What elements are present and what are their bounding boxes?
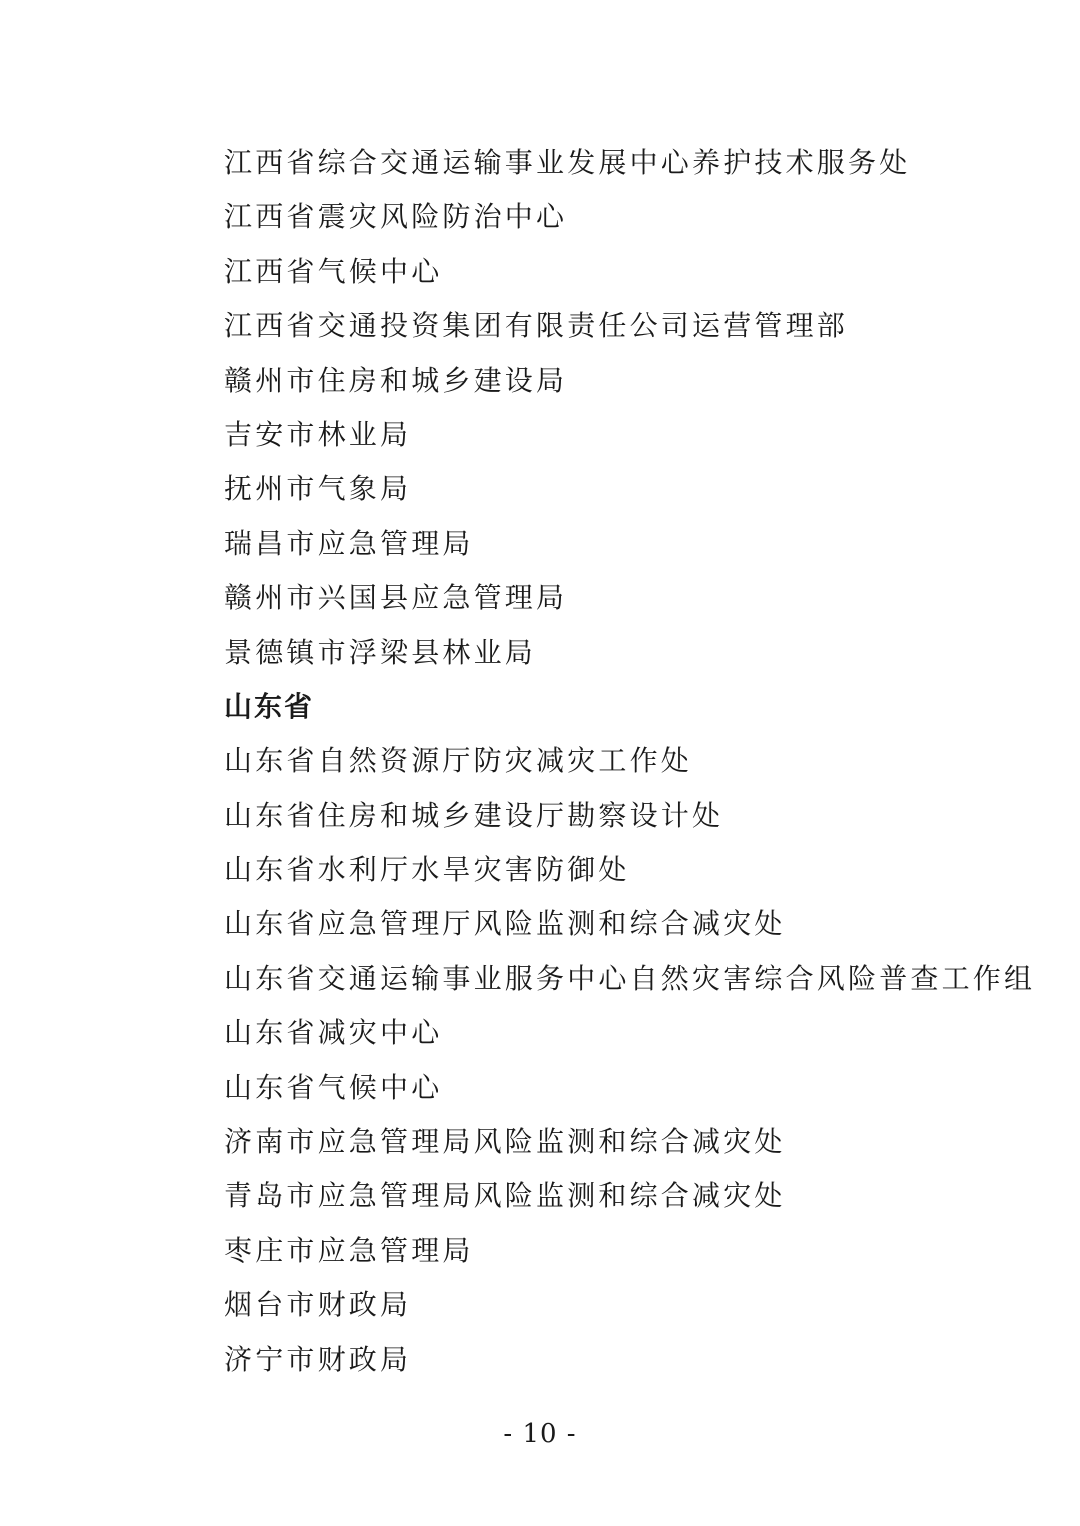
list-item: 济宁市财政局 — [224, 1342, 412, 1376]
page-number: - 10 - — [503, 1419, 577, 1449]
list-item: 江西省气候中心 — [224, 254, 443, 288]
list-item: 山东省气候中心 — [224, 1070, 443, 1104]
list-item: 景德镇市浮梁县林业局 — [224, 635, 537, 669]
list-item: 山东省住房和城乡建设厅勘察设计处 — [224, 798, 724, 832]
list-item: 江西省综合交通运输事业发展中心养护技术服务处 — [224, 146, 911, 179]
organization-list — [224, 136, 1036, 1387]
list-item: 烟台市财政局 — [224, 1288, 412, 1322]
list-item: 山东省水利厅水旱灾害防御处 — [224, 853, 630, 887]
list-item: 青岛市应急管理局风险监测和综合减灾处 — [224, 1179, 786, 1213]
list-item: 吉安市林业局 — [224, 417, 412, 451]
section-heading: 山东省 — [224, 689, 315, 723]
list-item: 抚州市气象局 — [224, 472, 412, 506]
list-item: 赣州市兴国县应急管理局 — [224, 581, 568, 615]
list-item: 山东省交通运输事业服务中心自然灾害综合风险普查工作组 — [224, 961, 1036, 995]
list-item: 赣州市住房和城乡建设局 — [224, 363, 568, 397]
list-item: 山东省减灾中心 — [224, 1016, 443, 1050]
list-item: 枣庄市应急管理局 — [224, 1233, 474, 1267]
list-item: 山东省应急管理厅风险监测和综合减灾处 — [224, 907, 786, 941]
list-item: 江西省震灾风险防治中心 — [224, 200, 568, 234]
list-item: 济南市应急管理局风险监测和综合减灾处 — [224, 1125, 786, 1159]
list-item: 山东省自然资源厅防灾减灾工作处 — [224, 744, 693, 778]
list-item: 江西省交通投资集团有限责任公司运营管理部 — [224, 309, 849, 343]
list-item: 瑞昌市应急管理局 — [224, 526, 474, 560]
